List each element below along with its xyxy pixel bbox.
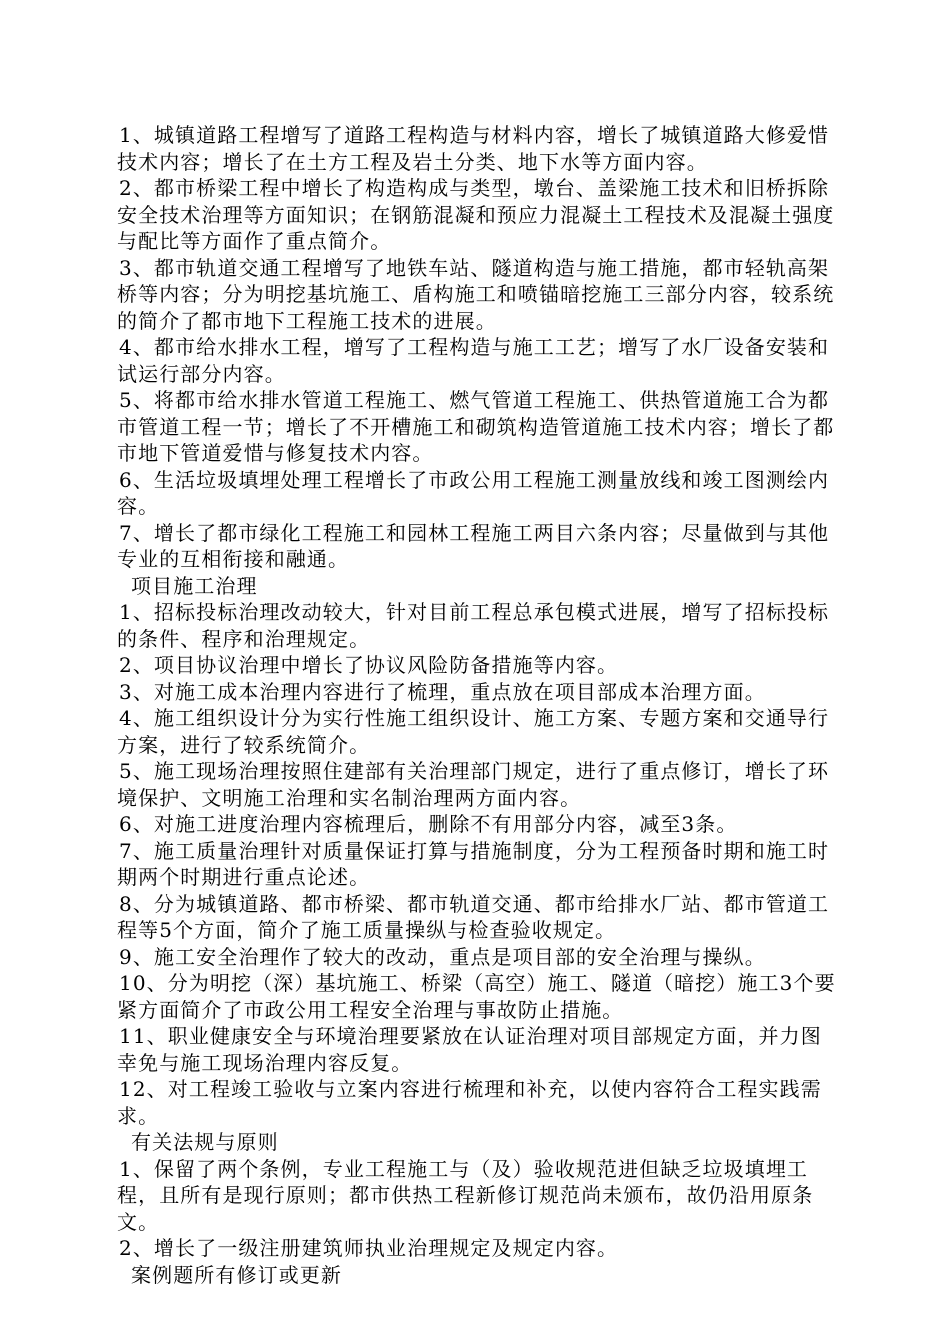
list-item-paragraph: 6、对施工进度治理内容梳理后，删除不有用部分内容，减至3条。 [119, 812, 738, 836]
list-item-paragraph: 1、城镇道路工程增写了道路工程构造与材料内容，增长了城镇道路大修爱惜技术内容；增长了在土方工程及岩土分类、地下水等方面内容。 [117, 123, 830, 174]
list-item-paragraph: 2、项目协议治理中增长了协议风险防备措施等内容。 [119, 653, 619, 677]
list-item-paragraph: 2、都市桥梁工程中增长了构造构成与类型，墩台、盖梁施工技术和旧桥拆除安全技术治理等方面知识；在钢筋混凝和预应力混凝土工程技术及混凝土强度与配比等方面作了重点简介。 [117, 176, 835, 253]
list-item-paragraph: 8、分为城镇道路、都市桥梁、都市轨道交通、都市给排水厂站、都市管道工程等5个方面，简介了施工质量操纵与检查验收规定。 [117, 891, 830, 942]
list-item-paragraph: 3、对施工成本治理内容进行了梳理，重点放在项目部成本治理方面。 [119, 679, 766, 704]
list-item-paragraph: 10、分为明挖（深）基坑施工、桥梁（高空）施工、隧道（暗挖）施工3个要紧方面简介了市政公用工程安全治理与事故防止措施。 [117, 971, 836, 1022]
list-item-paragraph: 12、对工程竣工验收与立案内容进行梳理和补充，以使内容符合工程实践需求。 [117, 1077, 822, 1128]
list-item-paragraph: 1、招标投标治理改动较大，针对目前工程总承包模式进展，增写了招标投标的条件、程序和治理规定。 [117, 600, 830, 651]
list-item-paragraph: 5、施工现场治理按照住建部有关治理部门规定，进行了重点修订，增长了环境保护、文明施工治理和实名制治理两方面内容。 [117, 759, 830, 810]
list-item-paragraph: 9、施工安全治理作了较大的改动，重点是项目部的安全治理与操纵。 [119, 944, 766, 969]
list-item-paragraph: 4、施工组织设计分为实行性施工组织设计、施工方案、专题方案和交通导行方案，进行了较系统简介。 [117, 706, 830, 757]
section-heading: 案例题所有修订或更新 [131, 1262, 342, 1287]
list-item-paragraph: 11、职业健康安全与环境治理要紧放在认证治理对项目部规定方面，并力图幸免与施工现场治理内容反复。 [117, 1024, 822, 1075]
list-item-paragraph: 1、保留了两个条例，专业工程施工与（及）验收规范进但缺乏垃圾填埋工程，且所有是现行原则；都市供热工程新修订规范尚未颁布，故仍沿用原条文。 [117, 1156, 814, 1234]
list-item-paragraph: 3、都市轨道交通工程增写了地铁车站、隧道构造与施工措施，都市轻轨高架桥等内容；分为明挖基坑施工、盾构施工和喷锚暗挖施工三部分内容，较系统的简介了都市地下工程施工技术的进展。 [117, 255, 835, 333]
section-heading: 项目施工治理 [131, 573, 258, 598]
list-item-paragraph: 5、将都市给水排水管道工程施工、燃气管道工程施工、供热管道施工合为都市管道工程一节；增长了不开槽施工和砌筑构造管道施工技术内容；增长了都市地下管道爱惜与修复技术内容。 [117, 388, 835, 465]
list-item-paragraph: 7、增长了都市绿化工程施工和园林工程施工两目六条内容；尽量做到与其他专业的互相衔接和融通。 [117, 520, 830, 571]
section-heading: 有关法规与原则 [131, 1130, 279, 1154]
list-item-paragraph: 2、增长了一级注册建筑师执业治理规定及规定内容。 [119, 1236, 619, 1260]
document-page [117, 122, 837, 1288]
list-item-paragraph: 7、施工质量治理针对质量保证打算与措施制度，分为工程预备时期和施工时期两个时期进行重点论述。 [117, 838, 830, 889]
list-item-paragraph: 4、都市给水排水工程，增写了工程构造与施工工艺；增写了水厂设备安装和试运行部分内容。 [117, 335, 830, 386]
list-item-paragraph: 6、生活垃圾填埋处理工程增长了市政公用工程施工测量放线和竣工图测绘内容。 [117, 467, 830, 518]
